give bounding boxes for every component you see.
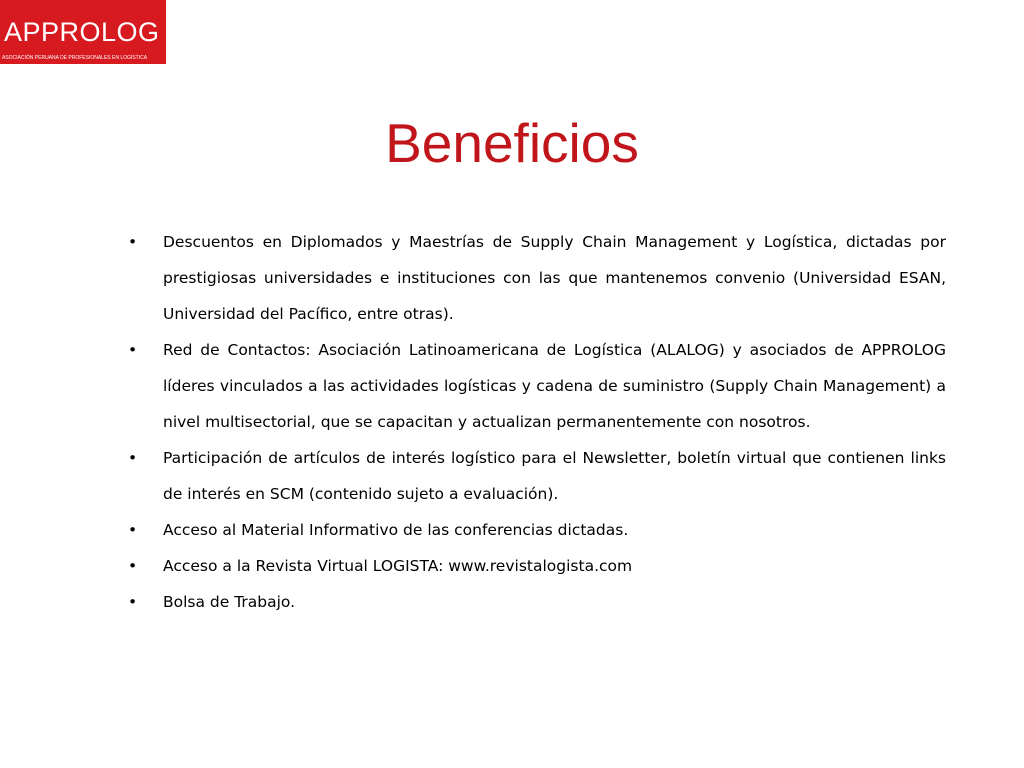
list-item-text: Descuentos en Diplomados y Maestrías de Supply Chain Management y Logística, dictadas por prestigiosas universidades e instituciones con las que mantenemos convenio (Universidad ESAN, Universidad del Pacífico, entre otras). — [163, 233, 946, 323]
slide-title: Beneficios — [385, 112, 639, 174]
list-item — [128, 512, 946, 548]
bullet-icon: • — [128, 521, 138, 539]
list-item — [128, 584, 946, 620]
logo-tagline: ASOCIACIÓN PERUANA DE PROFESIONALES EN LOGÍSTICA — [2, 55, 148, 61]
list-item — [128, 440, 946, 512]
bullet-icon: • — [128, 233, 138, 251]
bullet-icon: • — [128, 593, 138, 611]
list-item-text: Participación de artículos de interés logístico para el Newsletter, boletín virtual que contienen links de interés en SCM (contenido sujeto a evaluación). — [163, 449, 946, 503]
list-item-text: Bolsa de Trabajo. — [163, 593, 296, 611]
benefits-list — [128, 224, 946, 620]
bullet-icon: • — [128, 341, 138, 359]
approlog-logo — [0, 0, 166, 64]
bullet-icon: • — [128, 557, 138, 575]
logo-wordmark: APPROLOG — [4, 17, 160, 47]
list-item-text: Red de Contactos: Asociación Latinoamericana de Logística (ALALOG) y asociados de APPROLOG líderes vinculados a las actividades logísticas y cadena de suministro (Supply Chain Management) a nivel multisectorial, que se capacitan y actualizan permanentemente con nosotros. — [163, 341, 946, 431]
list-item-text: Acceso al Material Informativo de las conferencias dictadas. — [163, 521, 629, 539]
list-item-text: Acceso a la Revista Virtual LOGISTA: www.revistalogista.com — [163, 557, 633, 575]
bullet-icon: • — [128, 449, 138, 467]
list-item — [128, 224, 946, 332]
list-item — [128, 548, 946, 584]
list-item — [128, 332, 946, 440]
